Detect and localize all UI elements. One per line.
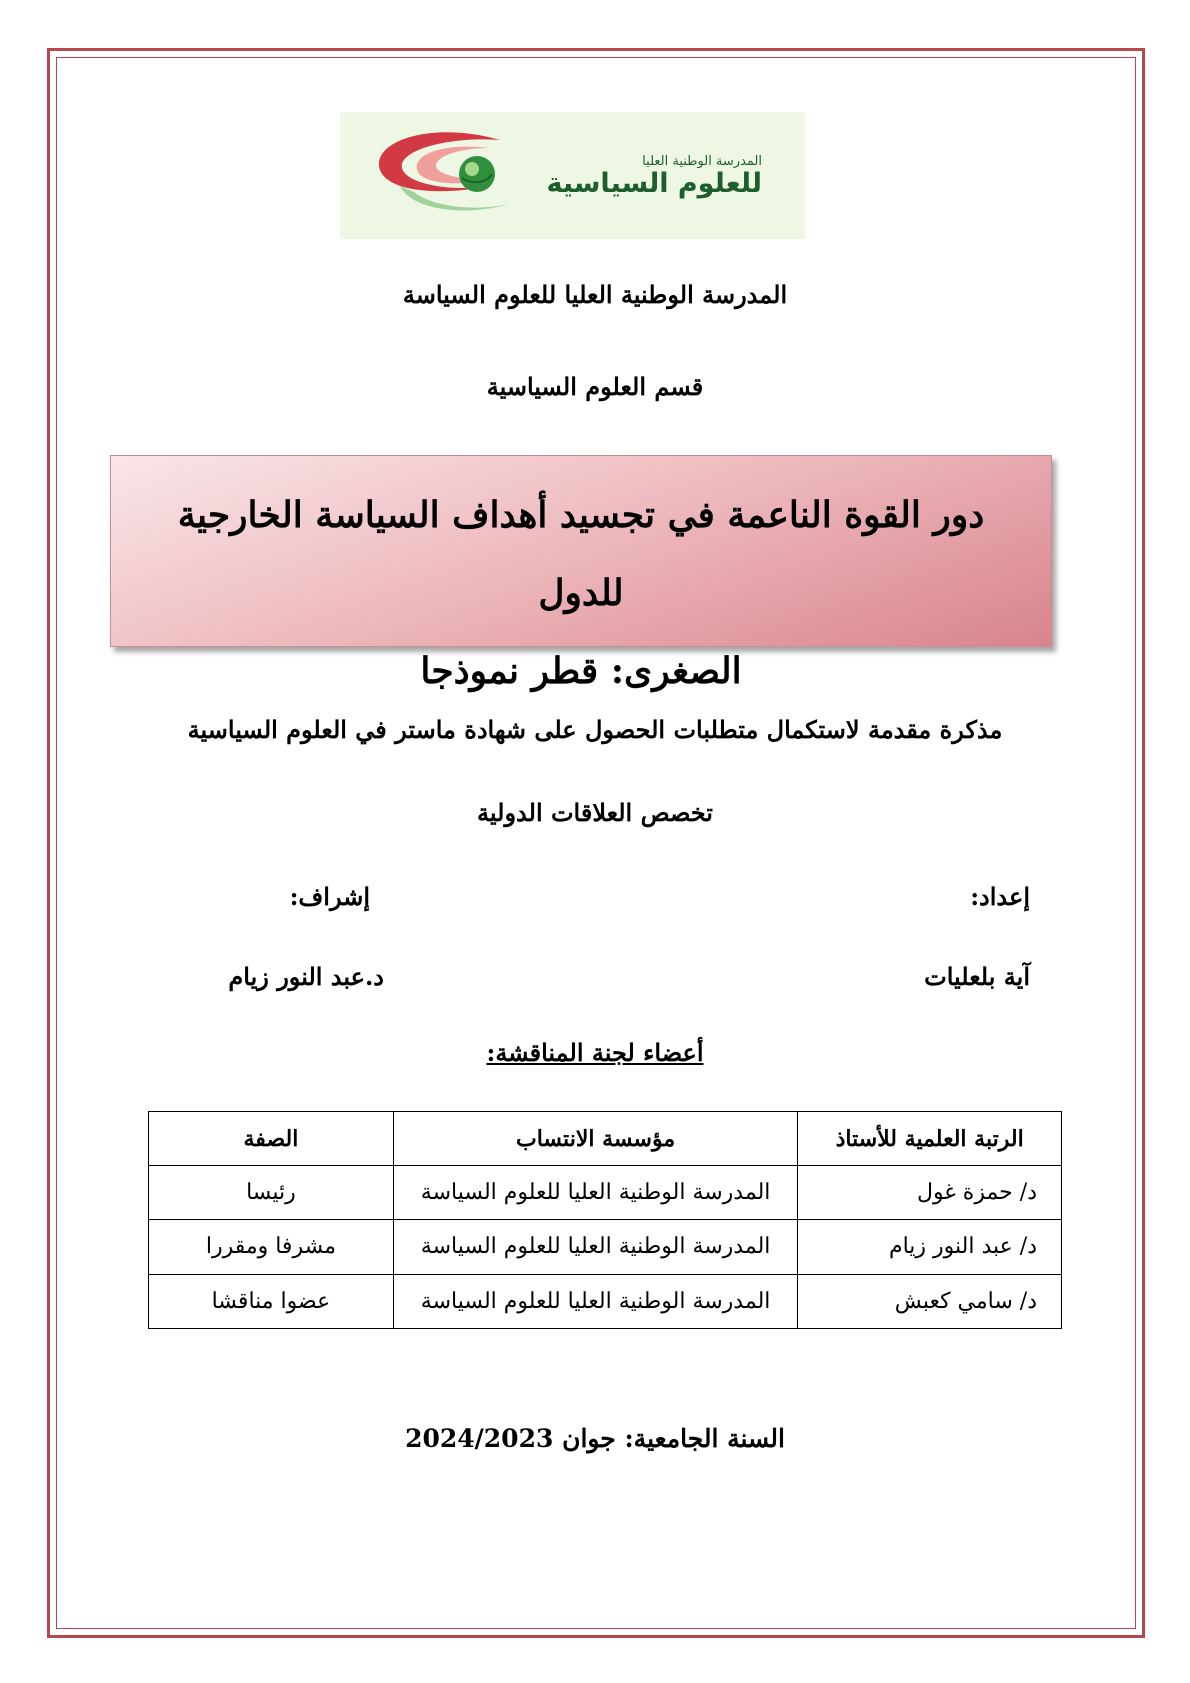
thesis-title-line2: الصغرى: قطر نموذجا [420, 650, 742, 692]
member-institution: المدرسة الوطنية العليا للعلوم السياسة [393, 1220, 797, 1274]
committee-title-text: أعضاء لجنة المناقشة: [486, 1038, 704, 1067]
member-institution: المدرسة الوطنية العليا للعلوم السياسة [393, 1274, 797, 1328]
table-header-row [149, 1112, 1062, 1166]
supervision-label: إشراف: [289, 882, 370, 911]
committee-table [148, 1111, 1062, 1329]
logo-big-text: للعلوم السياسية [546, 168, 762, 199]
member-name: د/ عبد النور زيام [798, 1220, 1062, 1274]
header-role: الصفة [149, 1112, 394, 1166]
thesis-title-line1: دور القوة الناعمة في تجسيد أهداف السياسة الخارجية للدول [177, 494, 985, 614]
supervisor-name: د.عبد النور زيام [228, 962, 384, 991]
member-role: رئيسا [149, 1166, 394, 1220]
member-name: د/ سامي كعبش [798, 1274, 1062, 1328]
committee-title [0, 1038, 1190, 1067]
prepared-label: إعداد: [970, 882, 1030, 911]
thesis-statement: مذكرة مقدمة لاستكمال متطلبات الحصول على شهادة ماستر في العلوم السياسية [187, 715, 1003, 744]
specialization: تخصص العلاقات الدولية [477, 798, 713, 827]
institution-name: المدرسة الوطنية العليا للعلوم السياسة [402, 280, 788, 309]
member-name: د/ حمزة غول [798, 1166, 1062, 1220]
member-role: مشرفا ومقررا [149, 1220, 394, 1274]
school-logo [340, 112, 805, 239]
table-row [149, 1274, 1062, 1328]
thesis-title [131, 476, 1031, 710]
member-institution: المدرسة الوطنية العليا للعلوم السياسة [393, 1166, 797, 1220]
member-role: عضوا مناقشا [149, 1274, 394, 1328]
table-row [149, 1220, 1062, 1274]
prepared-by: آية بلعليات [924, 962, 1030, 991]
logo-small-text: المدرسة الوطنية العليا [642, 154, 762, 169]
header-rank: الرتبة العلمية للأستاذ [798, 1112, 1062, 1166]
academic-year: السنة الجامعية: جوان 2024/2023 [405, 1424, 785, 1453]
department-name: قسم العلوم السياسية [486, 372, 704, 401]
header-institution: مؤسسة الانتساب [393, 1112, 797, 1166]
table-row [149, 1166, 1062, 1220]
thesis-title-box [110, 455, 1052, 692]
